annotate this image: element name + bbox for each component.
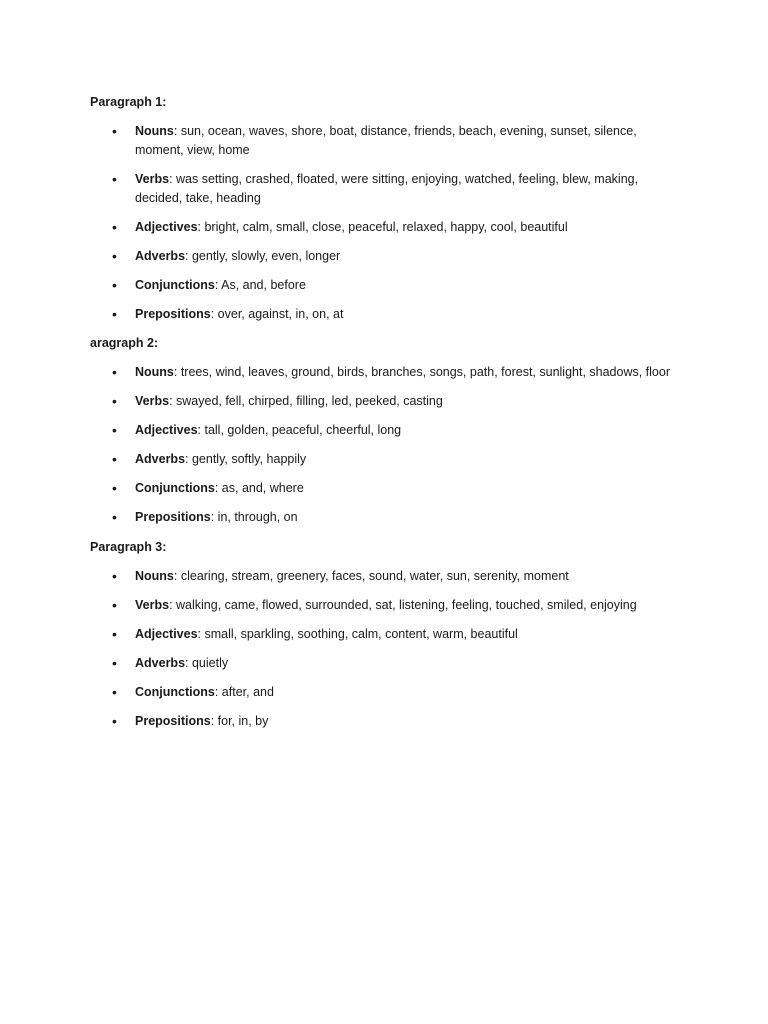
list-item-verbs <box>0 596 768 615</box>
term-label: Nouns <box>135 124 174 138</box>
list-item-prepositions <box>0 305 768 324</box>
list-item-adverbs <box>0 247 768 266</box>
list-item-adjectives <box>0 218 768 237</box>
term-label: Adverbs <box>135 452 186 466</box>
term-label: Adverbs <box>135 656 186 670</box>
term-values: : clearing, stream, greenery, faces, sound, water, sun, serenity, moment <box>173 569 569 583</box>
list-item-adverbs <box>0 450 768 469</box>
bullet-icon: • <box>112 597 117 613</box>
term-label: Adverbs <box>135 249 186 263</box>
term-values: : over, against, in, on, at <box>210 307 344 321</box>
bullet-icon: • <box>112 393 117 409</box>
term-values: : in, through, on <box>210 510 298 524</box>
list-item-conjunctions <box>0 276 768 295</box>
term-label: Nouns <box>135 569 174 583</box>
list-item-verbs <box>0 392 768 411</box>
term-values: : swayed, fell, chirped, filling, led, peeked, casting <box>169 394 443 408</box>
bullet-icon: • <box>112 684 117 700</box>
bullet-icon: • <box>112 480 117 496</box>
term-label: Prepositions <box>135 307 211 321</box>
list-item-verbs <box>0 170 768 208</box>
term-label: Verbs <box>135 172 170 186</box>
term-values: : gently, softly, happily <box>185 452 307 466</box>
term-values: : gently, slowly, even, longer <box>185 249 341 263</box>
bullet-icon: • <box>112 171 117 187</box>
term-label: Adjectives <box>135 423 198 437</box>
list-item-nouns <box>0 567 768 586</box>
bullet-icon: • <box>112 422 117 438</box>
bullet-icon: • <box>112 364 117 380</box>
paragraph-2-heading: aragraph 2: <box>90 336 159 350</box>
paragraph-3-heading: Paragraph 3: <box>90 540 167 554</box>
term-values: : sun, ocean, waves, shore, boat, distance, friends, beach, evening, sunset, silence, moment, view, home <box>135 124 637 157</box>
term-label: Verbs <box>135 394 170 408</box>
term-label: Prepositions <box>135 510 211 524</box>
bullet-icon: • <box>112 451 117 467</box>
term-values: : walking, came, flowed, surrounded, sat, listening, feeling, touched, smiled, enjoying <box>169 598 637 612</box>
term-label: Conjunctions <box>135 278 215 292</box>
list-item-nouns <box>0 122 768 160</box>
bullet-icon: • <box>112 219 117 235</box>
term-values: : trees, wind, leaves, ground, birds, branches, songs, path, forest, sunlight, shadows, floor <box>173 365 670 379</box>
term-label: Adjectives <box>135 627 198 641</box>
paragraph-3-list <box>0 567 768 741</box>
bullet-icon: • <box>112 655 117 671</box>
paragraph-2-list <box>0 363 768 537</box>
list-item-conjunctions <box>0 683 768 702</box>
term-values: : small, sparkling, soothing, calm, content, warm, beautiful <box>197 627 518 641</box>
paragraph-1-heading: Paragraph 1: <box>90 95 167 109</box>
term-values: : bright, calm, small, close, peaceful, relaxed, happy, cool, beautiful <box>197 220 568 234</box>
list-item-adverbs <box>0 654 768 673</box>
list-item-adjectives <box>0 421 768 440</box>
list-item-prepositions <box>0 712 768 731</box>
bullet-icon: • <box>112 568 117 584</box>
term-values: : tall, golden, peaceful, cheerful, long <box>197 423 402 437</box>
term-values: : as, and, where <box>214 481 304 495</box>
term-values: : after, and <box>214 685 274 699</box>
bullet-icon: • <box>112 509 117 525</box>
term-values: : was setting, crashed, floated, were sitting, enjoying, watched, feeling, blew, making, decided, take, heading <box>135 172 639 205</box>
list-item-adjectives <box>0 625 768 644</box>
term-label: Nouns <box>135 365 174 379</box>
list-item-nouns <box>0 363 768 382</box>
term-label: Conjunctions <box>135 685 215 699</box>
bullet-icon: • <box>112 306 117 322</box>
list-item-conjunctions <box>0 479 768 498</box>
bullet-icon: • <box>112 123 117 139</box>
term-values: : As, and, before <box>214 278 306 292</box>
paragraph-1-list <box>0 122 768 334</box>
list-item-prepositions <box>0 508 768 527</box>
bullet-icon: • <box>112 713 117 729</box>
term-values: : for, in, by <box>210 714 269 728</box>
bullet-icon: • <box>112 626 117 642</box>
bullet-icon: • <box>112 277 117 293</box>
term-label: Conjunctions <box>135 481 215 495</box>
term-values: : quietly <box>185 656 229 670</box>
bullet-icon: • <box>112 248 117 264</box>
term-label: Verbs <box>135 598 170 612</box>
term-label: Adjectives <box>135 220 198 234</box>
term-label: Prepositions <box>135 714 211 728</box>
